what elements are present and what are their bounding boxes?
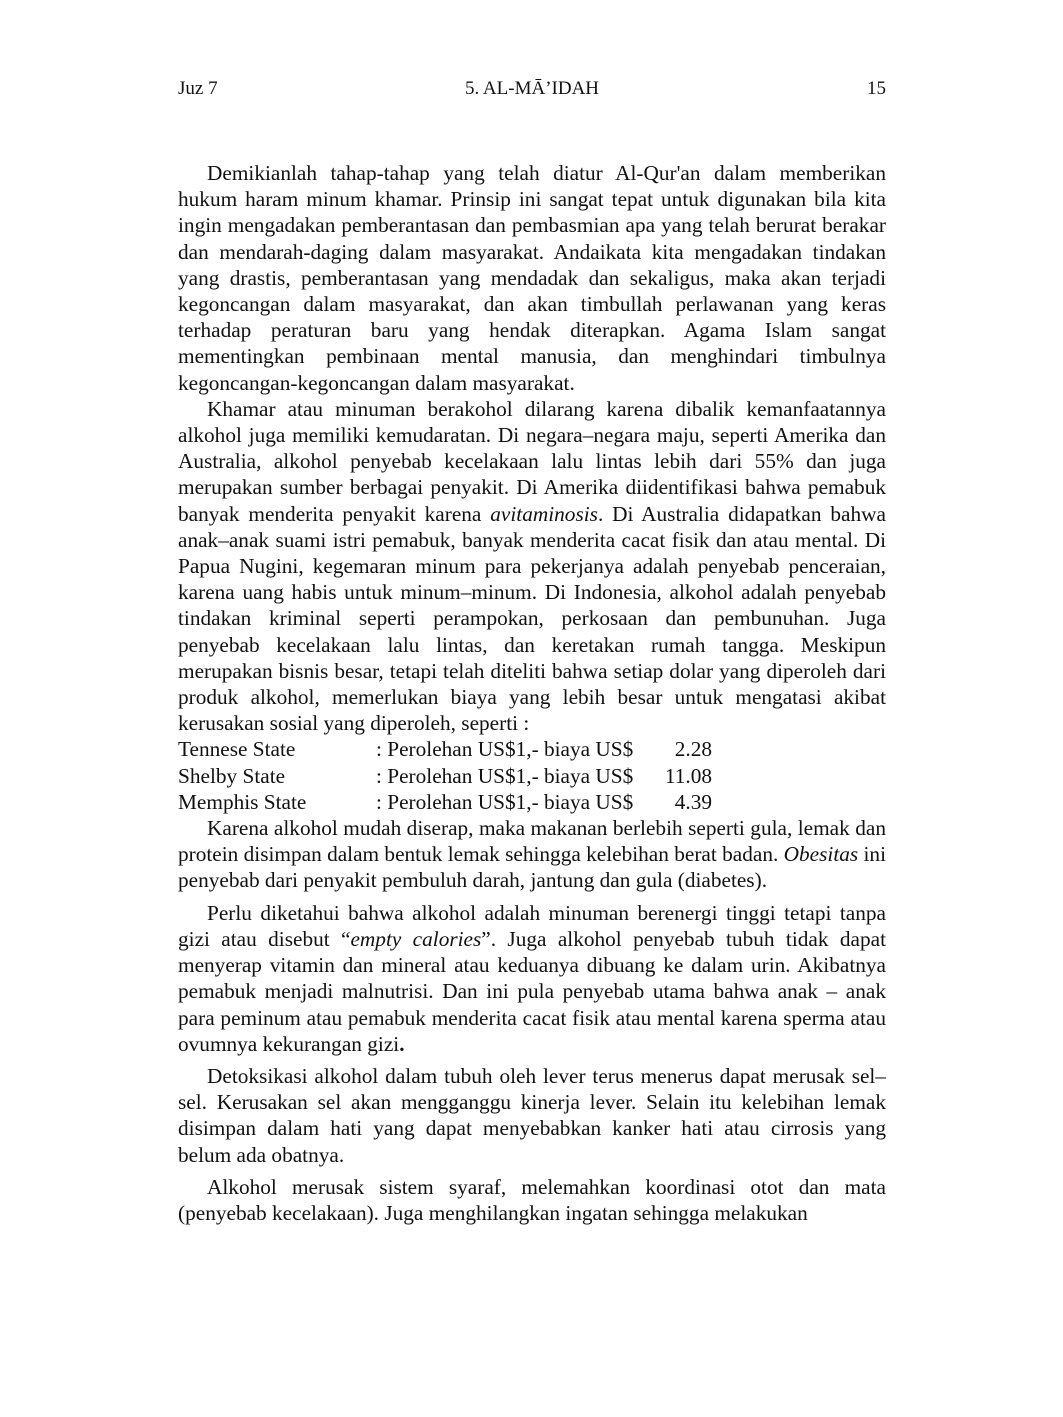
paragraph-3 xyxy=(178,815,886,894)
cost-row-detail xyxy=(376,789,712,815)
cost-row xyxy=(178,789,712,815)
paragraph-3-italic: Obesitas xyxy=(783,842,859,867)
paragraph-1: Demikianlah tahap-tahap yang telah diatur Al-Qur'an dalam memberikan hukum haram minum khamar. Prinsip ini sangat tepat untuk digunakan bila kita ingin mengadakan pemberantasan dan pembasmian apa yang telah berurat berakar dan mendarah-daging dalam masyarakat. Andaikata kita mengadakan tindakan yang drastis, pemberantasan yang mendadak dan sekaligus, maka akan terjadi kegoncangan dalam masyarakat, dan akan timbullah perlawanan yang keras terhadap peraturan baru yang hendak diterapkan. Agama Islam sangat mementingkan pembinaan mental manusia, dan menghindari timbulnya kegoncangan-kegoncangan dalam masyarakat. xyxy=(178,161,886,395)
cost-row-text: : Perolehan US$1,- biaya US$ xyxy=(376,789,634,814)
cost-row xyxy=(178,763,712,789)
cost-row-amount: 4.39 xyxy=(674,789,712,814)
paragraph-5: Detoksikasi alkohol dalam tubuh oleh lever terus menerus dapat merusak sel–sel. Kerusakan sel akan mengganggu kinerja lever. Selain itu kelebihan lemak disimpan dalam hati yang dapat menyebabkan kanker hati atau cirrosis yang belum ada obatnya. xyxy=(178,1063,886,1167)
page-body xyxy=(178,160,886,1226)
running-header xyxy=(178,76,886,102)
paragraph-4-bold-period: . xyxy=(399,1031,405,1056)
paragraph-6: Alkohol merusak sistem syaraf, melemahkan koordinasi otot dan mata (penyebab kecelakaan). Juga menghilangkan ingatan sehingga melakukan xyxy=(178,1174,886,1225)
cost-row-state: Memphis State xyxy=(178,789,307,814)
cost-row-text: : Perolehan US$1,- biaya US$ xyxy=(376,763,634,788)
cost-row-amount: 2.28 xyxy=(674,737,712,762)
cost-row xyxy=(178,736,712,762)
paragraph-4 xyxy=(178,900,886,1057)
paragraph-2-text-a: Khamar atau minuman berakohol dilarang karena dibalik kemanfaatannya alkohol juga memiliki kemudaratan. Di negara–negara maju, seperti Amerika dan Australia, alkohol penyebab kecelakaan lalu lintas lebih dari 55% dan juga merupakan sumber berbagai penyakit. Di Amerika diidentifikasi bahwa pemabuk banyak menderita penyakit karena xyxy=(178,396,886,526)
cost-row-detail xyxy=(376,763,712,789)
paragraph-3-text-a: Karena alkohol mudah diserap, maka makanan berlebih seperti gula, lemak dan protein disimpan dalam bentuk lemak sehingga kelebihan berat badan. xyxy=(178,816,886,867)
paragraph-4-text-a: Perlu diketahui bahwa alkohol adalah minuman berenergi tinggi tetapi tanpa gizi atau disebut “ xyxy=(178,900,886,951)
paragraph-3-text-b: ini penyebab dari penyakit pembuluh darah, jantung dan gula (diabetes). xyxy=(178,842,886,893)
paragraph-2-italic: avitaminosis xyxy=(490,501,598,526)
cost-row-detail xyxy=(376,736,712,762)
juz-label: Juz 7 xyxy=(178,78,218,99)
page-number: 15 xyxy=(867,78,886,99)
cost-row-state: Tennese State xyxy=(178,737,296,762)
paragraph-4-italic: empty calories xyxy=(350,926,482,951)
cost-row-state: Shelby State xyxy=(178,763,286,788)
cost-row-amount: 11.08 xyxy=(664,763,712,788)
paragraph-2 xyxy=(178,396,886,737)
surah-title: 5. AL-MĀ’IDAH xyxy=(464,78,600,99)
paragraph-4-text-b: ”. Juga alkohol penyebab tubuh tidak dapat menyerap vitamin dan mineral atau keduanya dibuang ke dalam urin. Akibatnya pemabuk menjadi malnutrisi. Dan ini pula penyebab utama bahwa anak – anak para peminum atau pemabuk menderita cacat fisik atau mental karena sperma atau ovumnya kekurangan gizi xyxy=(178,926,886,1056)
cost-table xyxy=(178,736,712,815)
paragraph-2-text-b: . Di Australia didapatkan bahwa anak–anak suami istri pemabuk, banyak menderita cacat fisik dan atau mental. Di Papua Nugini, kegemaran minum para pekerjanya adalah penyebab penceraian, karena uang habis untuk minum–minum. Di Indonesia, alkohol adalah penyebab tindakan kriminal seperti perampokan, perkosaan dan pembunuhan. Juga penyebab kecelakaan lalu lintas, dan keretakan rumah tangga. Meskipun merupakan bisnis besar, tetapi telah diteliti bahwa setiap dolar yang diperoleh dari produk alkohol, memerlukan biaya yang lebih besar untuk mengatasi akibat kerusakan sosial yang diperoleh, seperti : xyxy=(178,501,886,736)
cost-row-text: : Perolehan US$1,- biaya US$ xyxy=(376,737,634,762)
